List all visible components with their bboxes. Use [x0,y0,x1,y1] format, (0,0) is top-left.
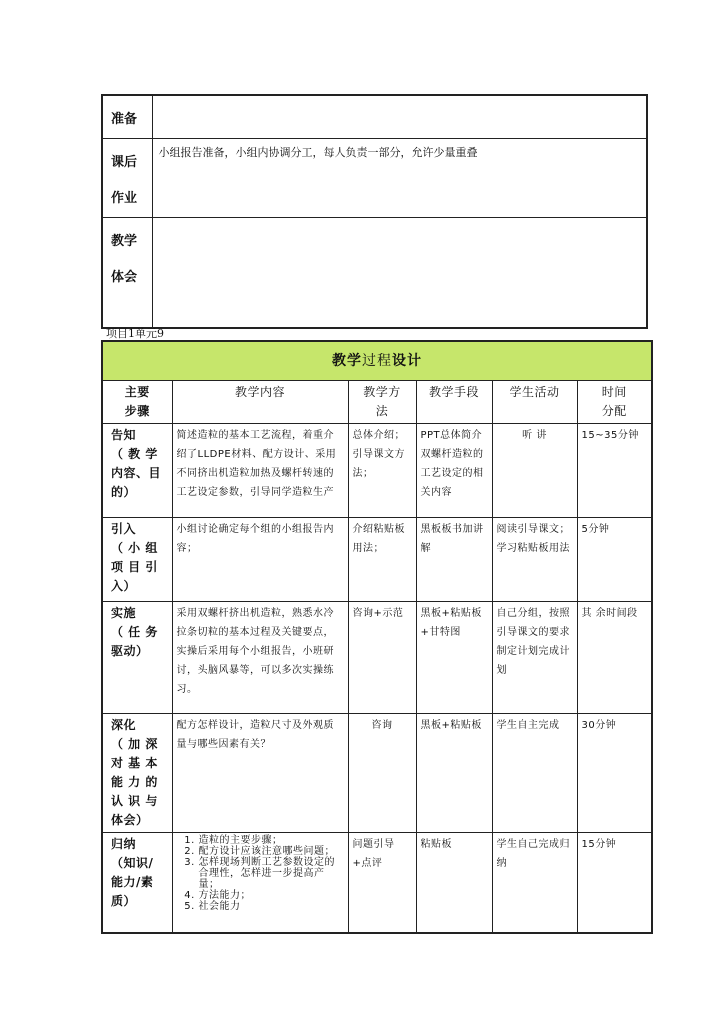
table-title [102,341,652,381]
step-cell [102,518,172,602]
time-cell: 15~35分钟 [577,424,652,518]
step-cell [102,424,172,518]
label-line: 课后 [111,155,138,170]
list-item: 5. 社会能力 [199,901,344,912]
row-content-prep [152,95,647,139]
header-line: 步骤 [124,404,150,418]
step-line: 项 目 引 [111,560,158,574]
means-cell: 黑板+粘贴板 [416,714,492,833]
header-line: 主要 [124,385,150,399]
step-cell [102,714,172,833]
step-line: （知识/ [111,856,154,870]
label-line: 体会 [111,270,138,285]
content-cell [172,833,348,933]
header-time [577,381,652,424]
table-row [102,424,652,518]
label-line: 准备 [111,112,138,127]
header-line: 教学方 [363,385,401,399]
row-label-prep [102,95,152,139]
step-line: （ 任 务 [111,625,158,639]
content-cell: 采用双螺杆挤出机造粒，熟悉水冷拉条切粒的基本过程及关键要点，实操后采用每个小组报告，小班研讨，头脑风暴等，可以多次实操练习。 [172,602,348,714]
means-cell: 黑板板书加讲解 [416,518,492,602]
step-line: 内容、目 [111,466,162,480]
step-line: 对 基 本 [111,756,158,770]
means-cell: PPT总体简介双螺杆造粒的工艺设定的相关内容 [416,424,492,518]
step-line: 归纳 [111,837,137,851]
method-cell: 介绍粘贴板用法； [348,518,416,602]
summary-list [177,835,344,912]
content-cell: 简述造粒的基本工艺流程，着重介绍了LLDPE材料、配方设计、采用不同挤出机造粒加热及螺杆转速的工艺设定参数，引导同学造粒生产 [172,424,348,518]
method-cell: 咨询+示范 [348,602,416,714]
content-cell: 配方怎样设计，造粒尺寸及外观质量与哪些因素有关？ [172,714,348,833]
title-part: 教学 [332,352,362,369]
table-row [102,518,652,602]
activity-cell: 学生自己完成归纳 [492,833,577,933]
step-line: 引入 [111,522,137,536]
row-content-homework: 小组报告准备，小组内协调分工，每人负责一部分，允许少量重叠 [152,139,647,218]
header-line: 时间 [601,385,627,399]
header-step [102,381,172,424]
title-part: 过程 [362,352,392,369]
row-label-reflection [102,218,152,328]
label-line: 作业 [111,191,138,206]
row-content-reflection [152,218,647,328]
method-cell: 问题引导+点评 [348,833,416,933]
step-line: （ 加 深 [111,737,158,751]
step-line: 告知 [111,428,137,442]
method-cell: 总体介绍；引导课文方法； [348,424,416,518]
time-cell: 其 余时间段 [577,602,652,714]
table-row [102,714,652,833]
step-line: 认 识 与 [111,794,158,808]
activity-cell: 阅读引导课文；学习粘贴板用法 [492,518,577,602]
step-line: 能力/素 [111,875,154,889]
header-activity: 学生活动 [492,381,577,424]
means-cell: 粘贴板 [416,833,492,933]
step-line: 驱动） [111,644,149,658]
step-cell [102,602,172,714]
header-line: 法 [375,404,389,418]
activity-cell: 听 讲 [492,424,577,518]
step-line: （ 小 组 [111,541,158,555]
title-part: 设计 [392,352,422,369]
time-cell: 5分钟 [577,518,652,602]
step-line: 实施 [111,606,137,620]
step-line: 入） [111,579,137,593]
content-cell: 小组讨论确定每个组的小组报告内容； [172,518,348,602]
table-row [102,602,652,714]
step-line: （ 教 学 [111,447,158,461]
step-line: 的） [111,485,137,499]
list-item: 4. 方法能力； [199,890,344,901]
header-line: 分配 [601,404,627,418]
method-cell: 咨询 [348,714,416,833]
step-line: 能 力 的 [111,775,158,789]
time-cell: 30分钟 [577,714,652,833]
activity-cell: 学生自主完成 [492,714,577,833]
step-line: 深化 [111,718,137,732]
list-item: 2. 配方设计应该注意哪些问题； [199,846,344,857]
activity-cell: 自己分组，按照引导课文的要求制定计划完成计划 [492,602,577,714]
step-line: 体会） [111,813,149,827]
list-item: 1. 造粒的主要步骤； [199,835,344,846]
process-table [101,340,653,934]
table-row [102,833,652,933]
header-method [348,381,416,424]
step-line: 质） [111,894,137,908]
step-cell [102,833,172,933]
unit-caption: 项目1单元9 [106,327,164,340]
header-means: 教学手段 [416,381,492,424]
header-content: 教学内容 [172,381,348,424]
means-cell: 黑板+粘贴板+甘特图 [416,602,492,714]
row-label-homework [102,139,152,218]
list-item: 3. 怎样现场判断工艺参数设定的合理性，怎样进一步提高产量； [199,857,344,890]
time-cell: 15分钟 [577,833,652,933]
top-table [101,94,648,329]
label-line: 教学 [111,234,138,249]
